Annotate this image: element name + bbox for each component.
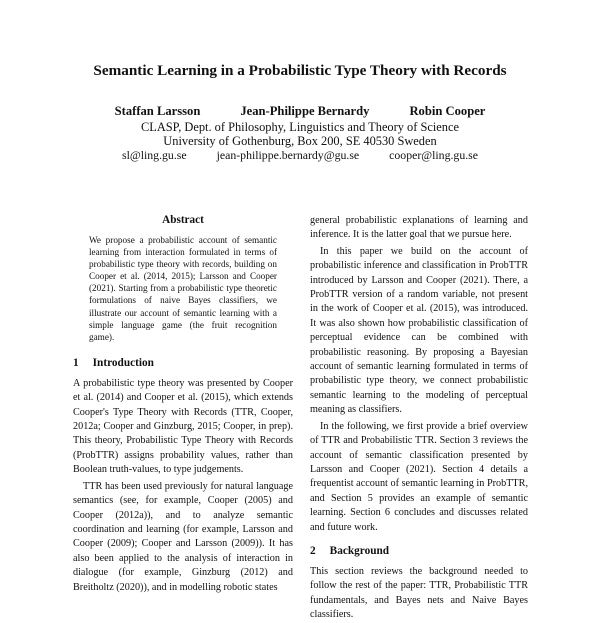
author-email: sl@ling.gu.se	[121, 148, 187, 162]
affiliation-line-2: University of Gothenburg, Box 200, SE 40530 Sweden	[163, 134, 437, 148]
email-list	[0, 148, 600, 163]
affiliation-line-1: CLASP, Dept. of Philosophy, Linguistics and Theory of Science	[141, 120, 459, 134]
abstract-heading: Abstract	[162, 214, 204, 226]
paragraph: A probabilistic type theory was presented by Cooper et al. (2014) and Cooper et al. (2015), which extends Cooper's Type Theory with Records (TTR, Cooper, 2012a; Cooper and Ginzburg, 2015; Cooper, in prep). This theory, Probabilistic Type Theory with Records (ProbTTR) assigns probability values, rather than Boolean truth-values, to type judgements.	[73, 377, 293, 476]
paragraph: TTR has been used previously for natural language semantics (see, for example, Cooper (2005) and Cooper (2012a)), and to analyze semantic coordination and learning (for example, Larsson and Cooper (2009); Cooper and Larsson (2009)). It has also been applied to the analysis of interaction in dialogue (for example, Ginzburg (2012) and Breitholtz (2020)), and in modelling robotic states	[73, 480, 293, 593]
author-email: jean-philippe.bernardy@gu.se	[216, 148, 360, 162]
section-heading-introduction	[73, 357, 293, 369]
author-name: Robin Cooper	[409, 104, 486, 118]
right-column	[310, 214, 528, 623]
abstract-text: We propose a probabilistic account of semantic learning from interaction formulated in terms of probabilistic type theory with records, building on Cooper et al. (2014, 2015); Larsson and Cooper (2021). Starting from a probabilistic type theoretic formulations of naive Bayes classifiers, we illustrate our account of semantic learning with a simple language game (the fruit recognition game).	[89, 235, 277, 342]
left-column	[73, 214, 293, 595]
section-title: Introduction	[92, 356, 154, 369]
section-number: 1	[73, 356, 79, 369]
paper-title: Semantic Learning in a Probabilistic Type Theory with Records	[93, 62, 507, 79]
section-title: Background	[329, 544, 390, 557]
author-email: cooper@ling.gu.se	[389, 148, 478, 162]
paragraph: This section reviews the background needed to follow the rest of the paper: TTR, Probabilistic TTR fundamentals, and Bayes nets and Naive Bayes classifiers.	[310, 565, 528, 621]
paragraph: In this paper we build on the account of probabilistic inference and classification in ProbTTR introduced by Larsson and Cooper (2021). There, a ProbTTR version of a random variable, not present in the work of Cooper et al. (2015), was introduced. It was also shown how probabilistic classification of perceptual evidence can be combined with probabilistic reasoning. By proposing a Bayesian account of semantic learning formulated in terms of probabilistic type theory, we connect probabilistic semantic learning to the modeling of perceptual meaning as classifiers.	[310, 245, 528, 416]
section-number: 2	[310, 544, 316, 557]
author-list	[0, 104, 600, 119]
paragraph: general probabilistic explanations of learning and inference. It is the latter goal that we pursue here.	[310, 215, 528, 241]
paragraph: In the following, we first provide a brief overview of TTR and Probabilistic TTR. Section 3 reviews the account of semantic classification presented by Larsson and Cooper (2021). Section 4 details a frequentist account of semantic learning in ProbTTR, and Section 5 provides an example of semantic learning. Section 6 concludes and discusses related and future work.	[310, 420, 528, 533]
section-heading-background	[310, 545, 528, 557]
author-name: Jean-Philippe Bernardy	[240, 104, 370, 118]
author-name: Staffan Larsson	[114, 104, 201, 118]
